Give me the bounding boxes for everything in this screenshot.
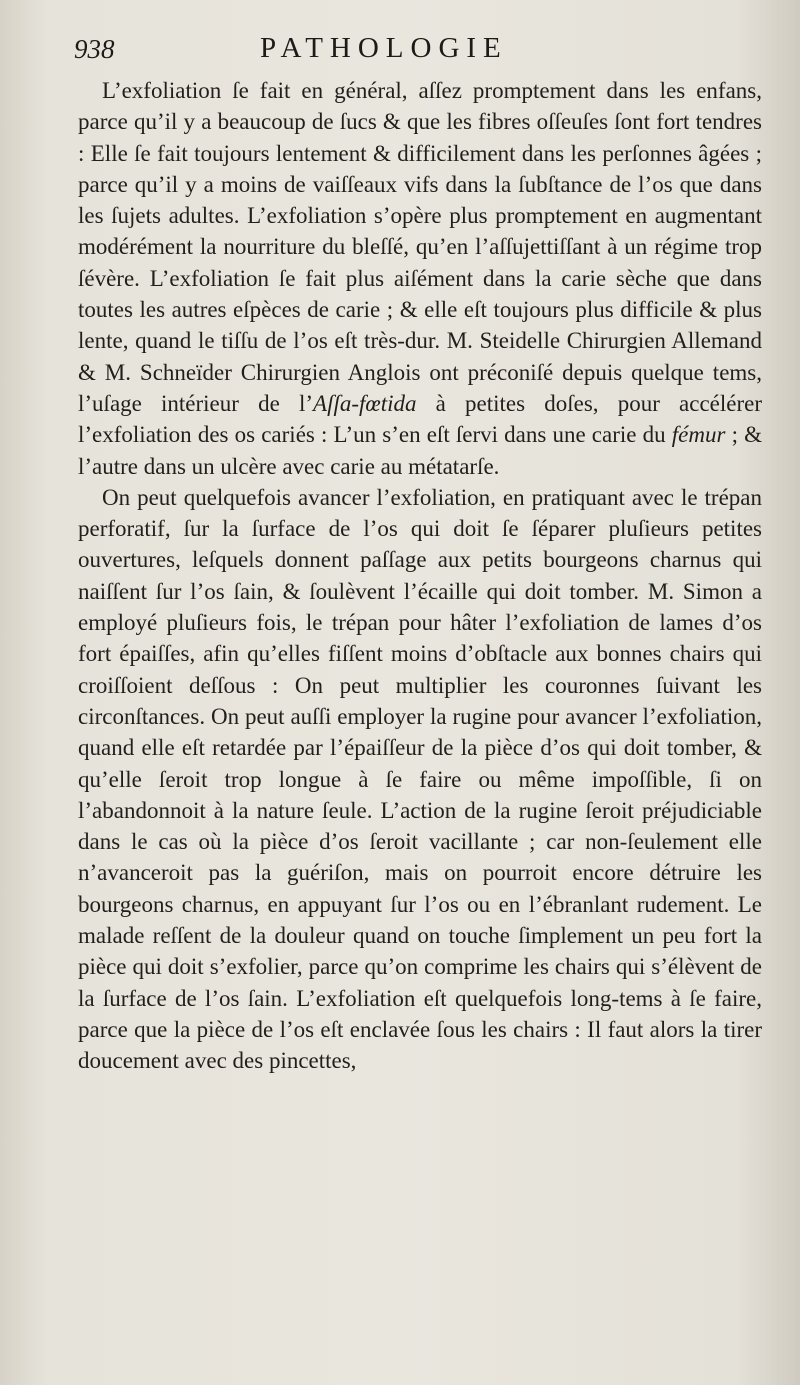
paragraph-1-text-b: à petites doſes, pour accélérer l’exfoliation des os cariés : L’un s’en eſt ſervi dans une carie du	[78, 390, 762, 448]
paragraph-2: On peut quelquefois avancer l’exfoliation, en pratiquant avec le trépan perforatif, ſur la ſurface de l’os qui doit ſe ſéparer pluſieurs petites ouvertures, leſquels donnent paſſage aux petits bourgeons charnus qui naiſſent ſur l’os ſain, & ſoulèvent l’écaille qui doit tomber. M. Simon a employé pluſieurs fois, le trépan pour hâter l’exfoliation de lames d’os fort épaiſſes, afin qu’elles fiſſent moins d’obſtacle aux bonnes chairs qui croiſſoient deſſous : On peut multiplier les couronnes ſuivant les circonſtances. On peut auſſi employer la rugine pour avancer l’exfoliation, quand elle eſt retardée par l’épaiſſeur de la pièce d’os qui doit tomber, & qu’elle ſeroit trop longue à ſe faire ou même impoſſible, ſi on l’abandonnoit à la nature ſeule. L’action de la rugine ſeroit préjudiciable dans le cas où la pièce d’os ſeroit vacillante ; car non-ſeulement elle n’avanceroit pas la guériſon, mais on pourroit encore détruire les bourgeons charnus, en appuyant ſur l’os ou en l’ébranlant rudement. Le malade reſſent de la douleur quand on touche ſimplement un peu fort la pièce qui doit s’exfolier, parce qu’on comprime les chairs qui s’élèvent de la ſurface de l’os ſain. L’exfoliation eſt quelquefois long-tems à ſe faire, parce que la pièce de l’os eſt enclavée ſous les chairs : Il faut alors la tirer doucement avec des pincettes,	[78, 484, 762, 1074]
paragraph-1-text-c: ; & l’autre dans un ulcère avec carie au métatarſe.	[78, 422, 763, 479]
paragraph-1-text-a: L’exfoliation ſe fait en général, aſſez promptement dans les enfans, parce qu’il y a beaucoup de ſucs & que les fibres oſſeuſes ſont fort tendres : Elle ſe fait toujours lentement & difficilement dans les perſonnes âgées ; parce qu’il y a moins de vaiſſeaux vifs dans la ſubſtance de l’os que dans les ſujets adultes. L’exfoliation s’opère plus promptement en augmentant modérément la nourriture du bleſſé, qu’en l’aſſujettiſſant à un régime trop ſévère. L’exfoliation ſe fait plus aiſément dans la carie sèche que dans toutes les autres eſpèces de carie ; & elle eſt toujours plus difficile & plus lente, quand le tiſſu de l’os eſt très-dur. M. Steidelle Chirurgien Allemand & M. Schneïder Chirurgien Anglois ont préconiſé depuis quelque tems, l’uſage intérieur de l’	[78, 78, 762, 416]
paragraph-1-italic-assa-foetida: Aſſa-fœtida	[313, 390, 417, 416]
paragraph-1	[78, 75, 762, 482]
page-header	[70, 30, 770, 70]
page-number: 938	[74, 34, 115, 64]
running-title: PATHOLOGIE	[260, 32, 508, 64]
body-text	[78, 75, 762, 1077]
paragraph-1-italic-femur: fémur	[671, 422, 726, 448]
